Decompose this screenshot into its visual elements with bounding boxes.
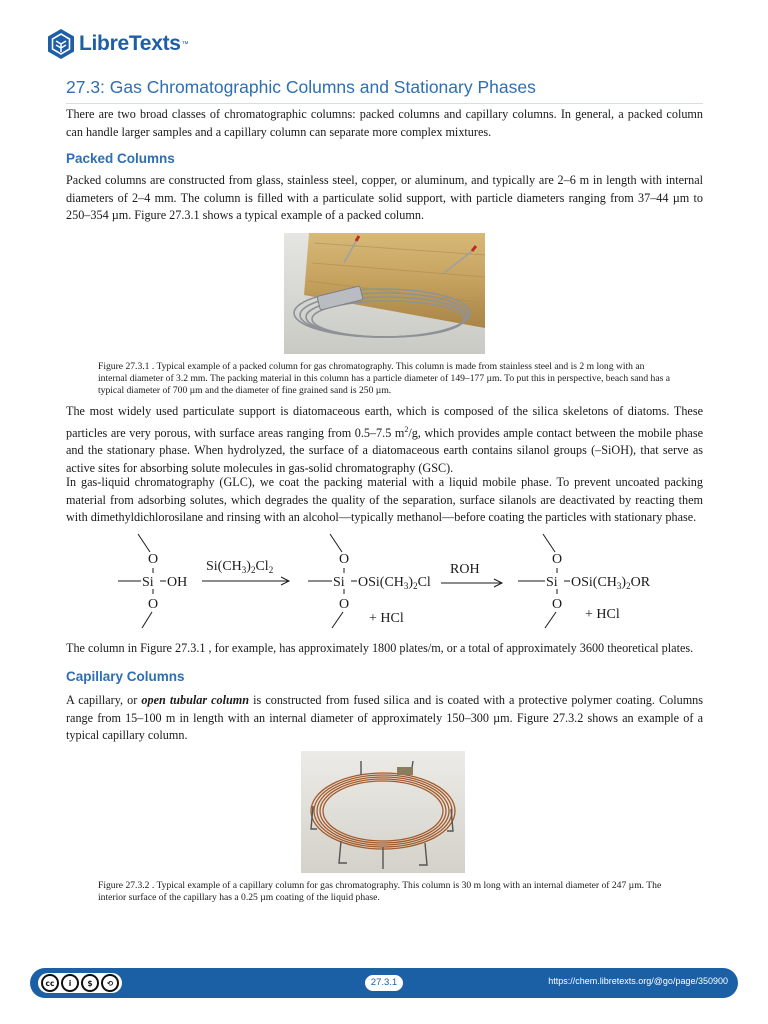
- packed-paragraph-1: Packed columns are constructed from glass, stainless steel, copper, or aluminum, and typically are 2–6 m in length with internal diameters of 2–4 mm. The column is filled with a particulate solid support, with particle diameters ranging from 37–44 µm to 250–354 µm. Figure 27.3.1 shows a typical example of a packed column.: [66, 173, 703, 222]
- packed-column-photo: [284, 233, 485, 354]
- page-title: 27.3: Gas Chromatographic Columns and Stationary Phases: [66, 77, 703, 104]
- reagent-alcohol: ROH: [450, 562, 480, 577]
- capillary-column-photo: [301, 751, 465, 873]
- page-number-badge: 27.3.1: [365, 975, 403, 991]
- packed-paragraph-2: The most widely used particulate support is diatomaceous earth, which is composed of the silica skeletons of diatoms. These particles are very porous, with surface areas ranging from 0.5–7.5 $m^2/g$, which provides ample contact between the mobile phase and the stationary phase. When hydrolyzed, the surface of a diatomaceous earth contains silanol groups (–SiOH), that serve as active sites for absorbing solute molecules in gas-solid chromatography (GSC).: [66, 404, 703, 475]
- intermediate-oxygen-bottom: O: [339, 597, 350, 612]
- packed-paragraph-4: The column in Figure 27.3.1 , for example, has approximately 1800 plates/m, or a total of approximately 3600 theoretical plates.: [66, 641, 694, 655]
- product-oxygen-bottom: O: [552, 597, 563, 612]
- reactant-silicon: Si: [142, 575, 154, 590]
- figure-27-3-1-caption: Figure 27.3.1 . Typical example of a packed column for gas chromatography. This column is made from stainless steel and is 2 m long with an internal diameter of 3.2 mm. The packing material in this column has a particle diameter of 149–177 µm. To put this in perspective, beach sand has a typical diameter of 700 µm and the diameter of fine grained sand is 250 µm.: [98, 361, 670, 396]
- libretexts-logo[interactable]: [46, 26, 189, 62]
- product-silicon: Si: [546, 575, 558, 590]
- capillary-paragraph-1: A capillary, or open tubular column is constructed from fused silica and is coated with a protective polymer coating. Columns range from 15–100 m in length with an internal diameter of approximately 150–300 µm. Figure 27.3.2 shows an example of a typical capillary column.: [66, 693, 704, 742]
- product-oxygen-top: O: [552, 552, 563, 567]
- intermediate-silicon: Si: [333, 575, 345, 590]
- byproduct-hcl-2: + HCl: [585, 607, 620, 622]
- reactant-oxygen-bottom: O: [148, 597, 159, 612]
- reactant-hydroxyl: OH: [167, 575, 188, 590]
- silanol-deactivation-reaction: [110, 532, 658, 636]
- sa-icon: ⟲: [101, 974, 119, 992]
- packed-paragraph-3: In gas-liquid chromatography (GLC), we coat the packing material with a liquid mobile phase. To prevent uncoated packing material from adsorbing solutes, which degrades the quality of the separation, surface silanols are deactivated by reacting them with dimethyldichlorosilane and rinsing with an alcohol—typically methanol—before coating the particles with stationary phase.: [66, 475, 703, 524]
- page-footer: [30, 968, 738, 998]
- logo-wordmark: LibreTexts: [79, 32, 181, 55]
- cc-icon: cc: [41, 974, 59, 992]
- license-badges[interactable]: [38, 973, 122, 993]
- logo-trademark: ™: [181, 40, 189, 48]
- intro-paragraph: There are two broad classes of chromatographic columns: packed columns and capillary columns. In general, a packed column can handle larger samples and a capillary column can separate more complex mixtures.: [66, 107, 703, 139]
- capillary-columns-heading: Capillary Columns: [66, 669, 185, 684]
- packed-columns-heading: Packed Columns: [66, 151, 175, 166]
- libretexts-logo-icon: [46, 28, 76, 60]
- nc-icon: $: [81, 974, 99, 992]
- intermediate-oxygen-top: O: [339, 552, 350, 567]
- reagent-dimethyldichlorosilane: $Si(CH_3)_2Cl_2$: [206, 559, 274, 575]
- page-url-link[interactable]: https://chem.libretexts.org/@go/page/350900: [548, 976, 728, 986]
- intermediate-substituent: $OSi(CH_3)_2Cl$: [358, 575, 431, 591]
- reactant-oxygen-top: O: [148, 552, 159, 567]
- product-substituent: $OSi(CH_3)_2OR$: [571, 575, 651, 591]
- byproduct-hcl-1: + HCl: [369, 611, 404, 626]
- figure-27-3-2-caption: Figure 27.3.2 . Typical example of a capillary column for gas chromatography. This column is 30 m long with an internal diameter of 247 µm. The interior surface of the capillary has a 0.25 µm coating of the liquid phase.: [98, 880, 662, 903]
- by-icon: i: [61, 974, 79, 992]
